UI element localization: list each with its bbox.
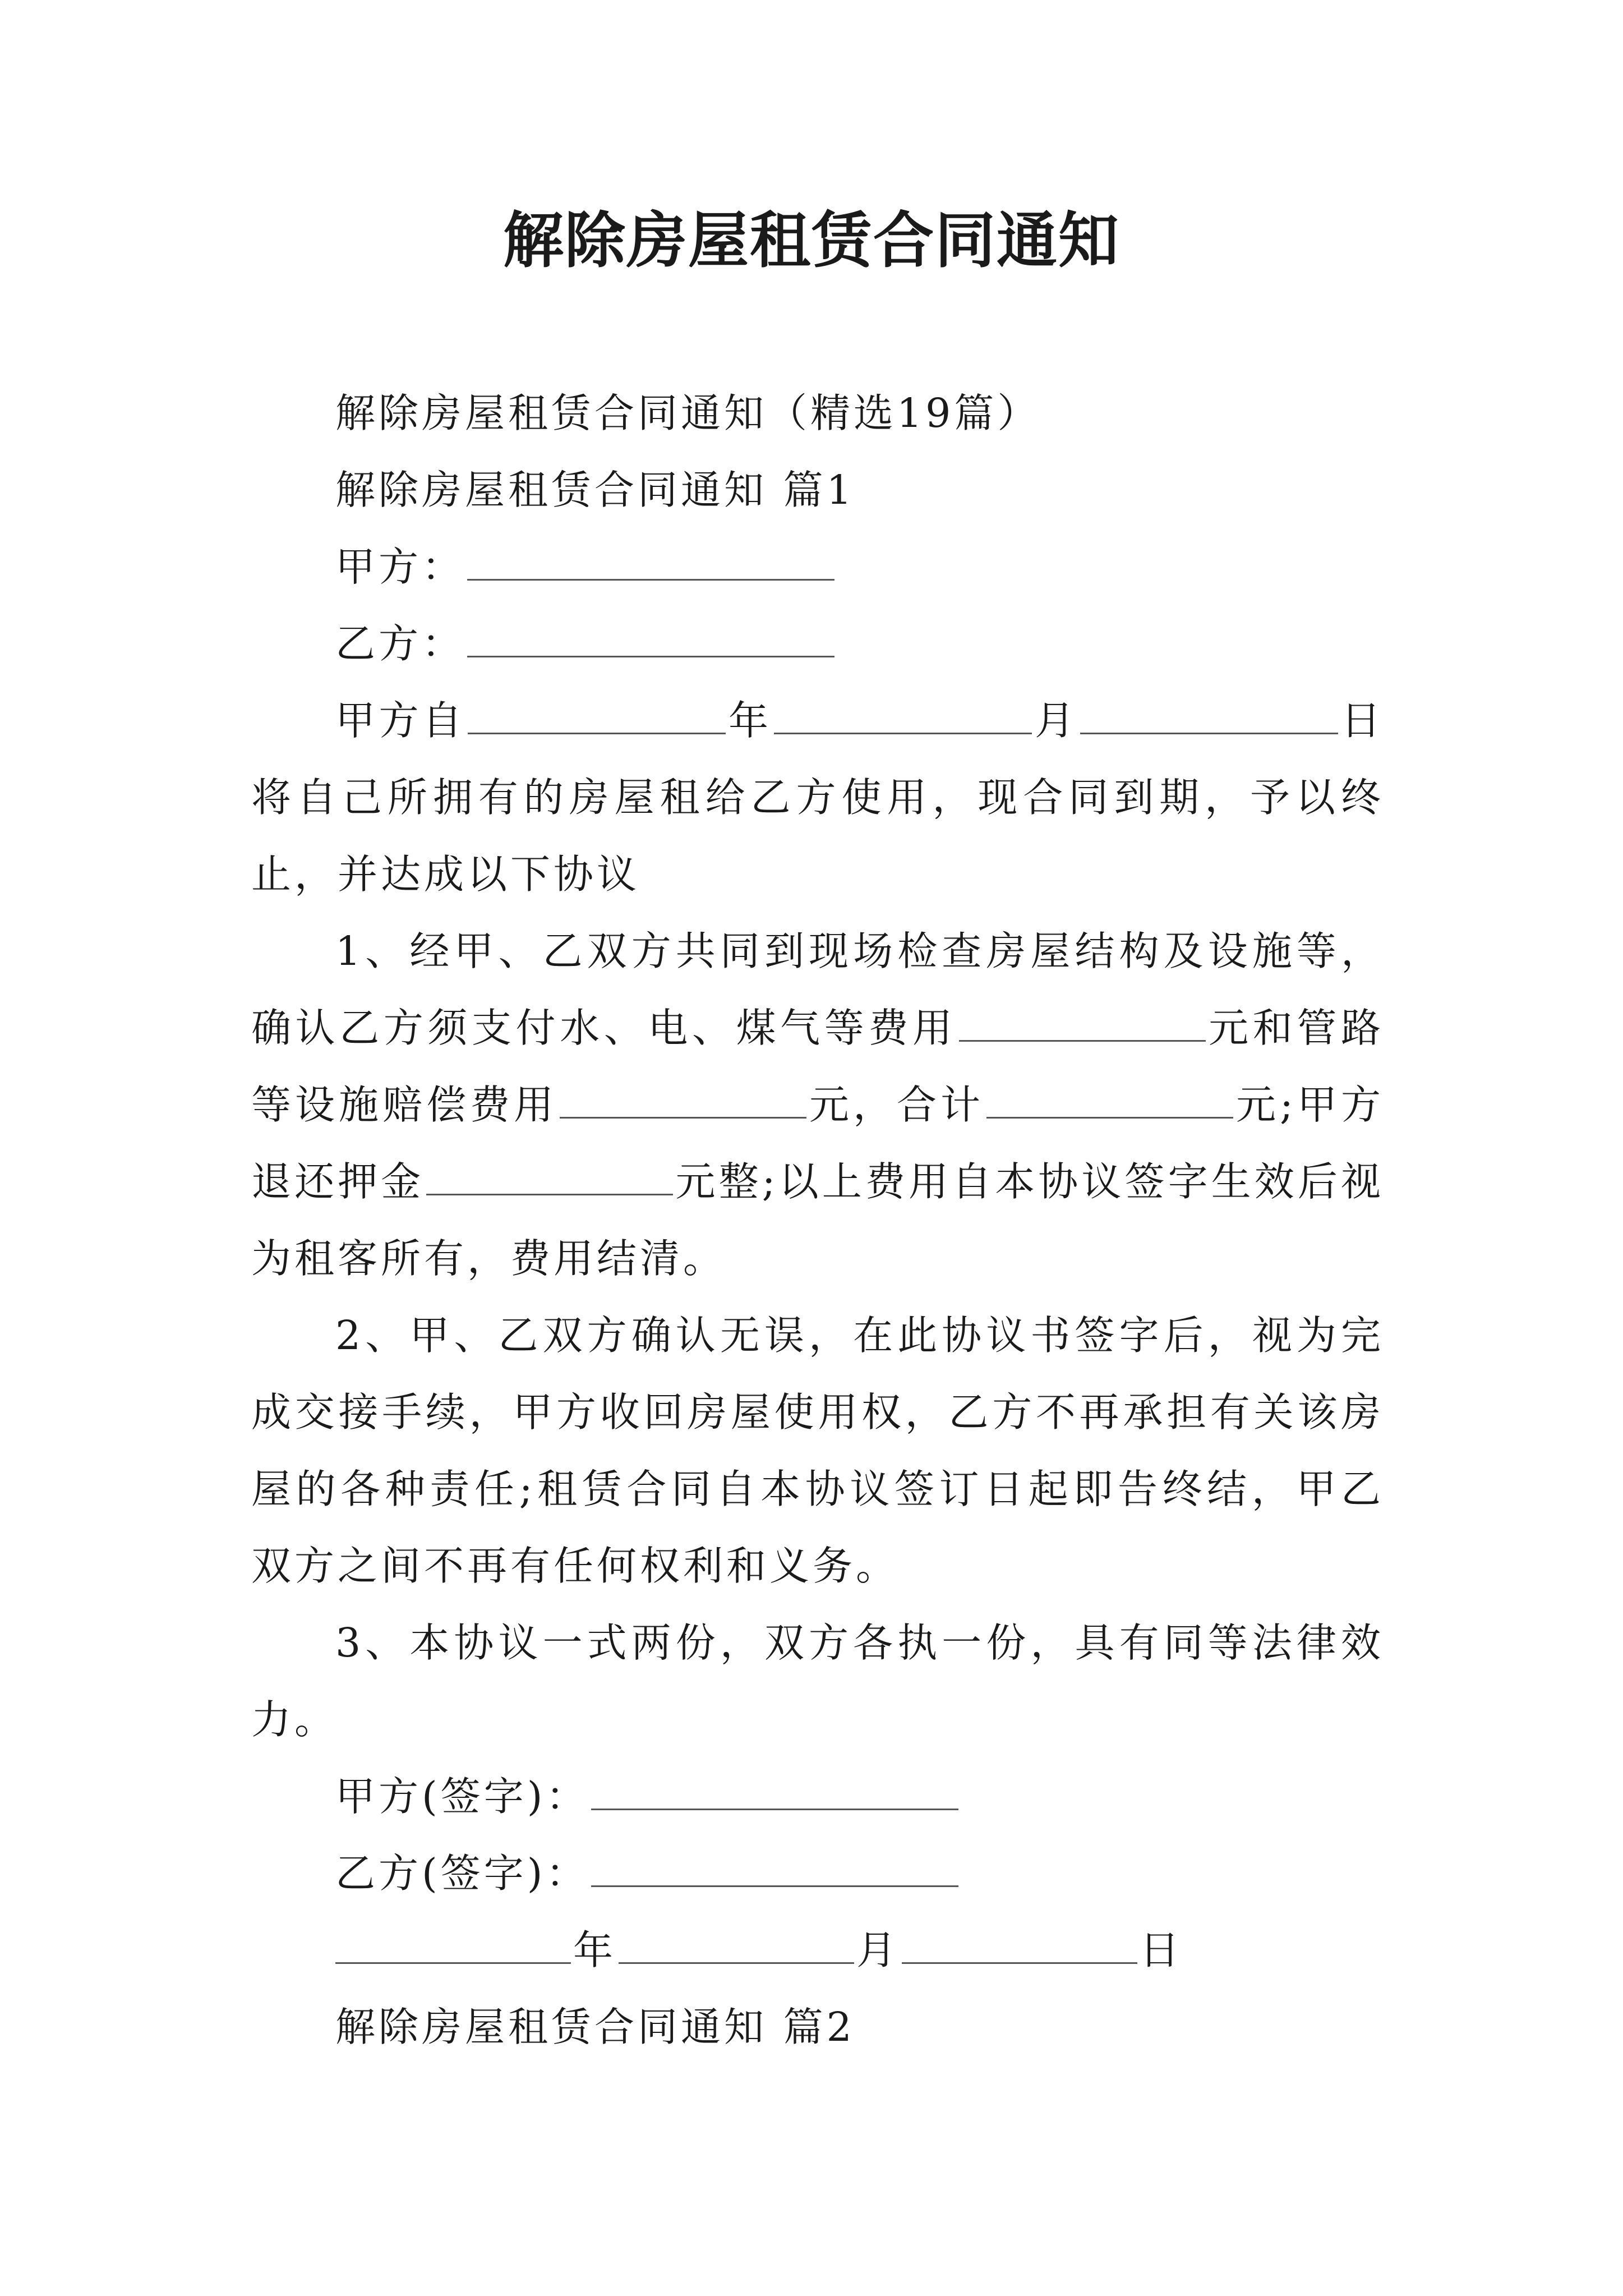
party-a-line	[251, 528, 1384, 605]
day-label: 日	[1340, 697, 1384, 744]
month-label: 月	[1034, 697, 1078, 744]
signature-a-line	[251, 1758, 1384, 1835]
intro-prefix: 甲方自	[335, 697, 466, 744]
clause-3: 3、本协议一式两份，双方各执一份，具有同等法律效力。	[251, 1619, 1384, 1743]
start-year-blank	[468, 700, 726, 734]
intro-rest: 将自己所拥有的房屋租给乙方使用，现合同到期，予以终止，并达成以下协议	[251, 774, 1384, 898]
sign-month-label: 月	[856, 1927, 900, 1973]
sign-year-blank	[335, 1930, 571, 1964]
signature-b-blank	[591, 1853, 958, 1887]
clause-1	[251, 913, 1384, 1297]
subtitle: 解除房屋租赁合同通知（精选19篇）	[335, 390, 1041, 436]
sign-day-blank	[902, 1930, 1137, 1964]
clause-1-part-c: 元，合计	[809, 1082, 985, 1128]
clause-1-part-a: 1、经甲、乙双方共同到现场检查房屋结构及设施等，确认乙方须支付水、电、煤气等费用	[251, 928, 1384, 1051]
clause-1-part-e: 元整;以上费用自本协议签字生效后视为租客所有，费用结清。	[251, 1158, 1384, 1282]
signature-a-label: 甲方(签字)：	[335, 1773, 589, 1820]
sign-month-blank	[619, 1930, 854, 1964]
sign-year-label: 年	[573, 1927, 617, 1973]
clause-1-part-b: 元和管路等设施赔偿费用	[251, 1005, 1384, 1128]
party-b-line	[251, 605, 1384, 682]
clause-2: 2、甲、乙双方确认无误，在此协议书签字后，视为完成交接手续，甲方收回房屋使用权，乙方不再承担有关该房屋的各种责任;租赁合同自本协议签订日起即告终结，甲乙双方之间不再有任何权利和义务。	[251, 1312, 1384, 1589]
paragraph-intro	[251, 682, 1384, 913]
start-day-blank	[1080, 700, 1338, 734]
utility-fee-blank	[959, 1007, 1206, 1042]
signature-b-line	[251, 1835, 1384, 1912]
clause-1-part-d: 元;甲方退还押金	[251, 1082, 1384, 1205]
party-a-label: 甲方：	[335, 544, 465, 590]
signature-a-blank	[591, 1776, 958, 1810]
signature-b-label: 乙方(签字)：	[335, 1850, 589, 1897]
document-title: 解除房屋租赁合同通知	[502, 206, 1120, 276]
party-a-blank	[467, 546, 834, 581]
start-month-blank	[774, 700, 1032, 734]
date-line	[251, 1912, 1384, 1989]
section-heading-1: 解除房屋租赁合同通知 篇1	[335, 467, 855, 513]
total-fee-blank	[986, 1084, 1233, 1119]
year-label: 年	[728, 697, 772, 744]
sign-day-label: 日	[1140, 1927, 1183, 1973]
party-b-blank	[467, 623, 834, 657]
party-b-label: 乙方：	[335, 620, 465, 667]
deposit-blank	[426, 1161, 673, 1195]
compensation-fee-blank	[560, 1084, 806, 1119]
section-heading-2: 解除房屋租赁合同通知 篇2	[335, 2004, 855, 2050]
document-body	[251, 375, 1384, 2065]
